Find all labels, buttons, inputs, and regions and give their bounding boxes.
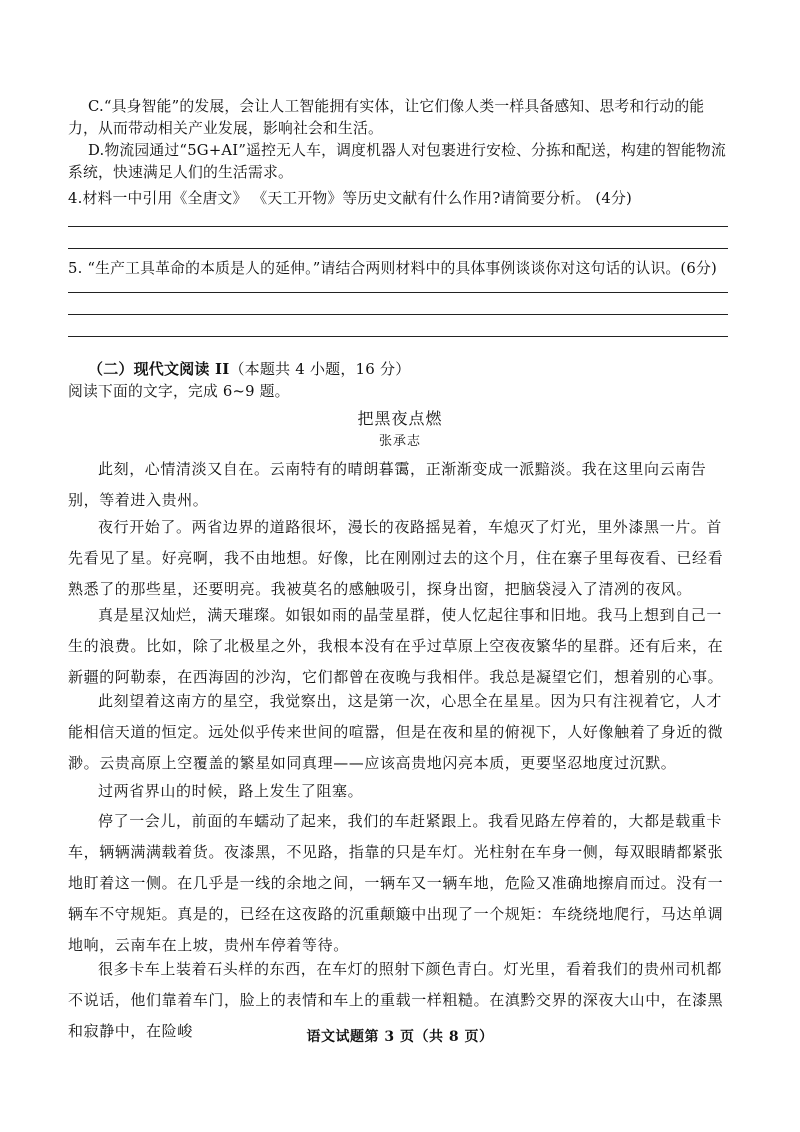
article-paragraph: 很多卡车上装着石头样的东西，在车灯的照射下颜色青白。灯光里，看着我们的贵州司机都不说话，他们靠着车门，脸上的表情和车上的重载一样粗糙。在滇黔交界的深夜大山中，在漆黑和寂静中，在险峻 [68,960,724,1040]
answer-line[interactable] [68,292,728,293]
article-author: 张承志 [378,434,421,449]
question-4: 4.材料一中引用《全唐文》 《天工开物》等历史文献有什么作用?请简要分析。 (4分) [68,190,632,207]
answer-line[interactable] [68,336,728,337]
article-paragraph: 此刻，心情清淡又自在。云南特有的晴朗暮霭，正渐渐变成一派黯淡。我在这里向云南告别，等着进入贵州。 [68,460,707,509]
section-heading [68,358,732,380]
answer-line[interactable] [68,314,728,315]
article-paragraph: 真是星汉灿烂，满天璀璨。如银如雨的晶莹星群，使人忆起往事和旧地。我马上想到自己一生的浪费。比如，除了北极星之外，我根本没有在乎过草原上空夜夜繁华的星群。还有后来，在新疆的阿勒泰，在西海固的沙沟，它们都曾在夜晚与我相伴。我总是凝望它们，想着别的心事。 [68,606,724,686]
answer-line[interactable] [68,226,728,227]
option-c: C.“具身智能”的发展，会让人工智能拥有实体，让它们像人类一样具备感知、思考和行动的能力，从而带动相关产业发展，影响社会和生活。 [68,98,705,137]
section-instruction: 阅读下面的文字，完成 6~9 题。 [68,383,290,400]
section-title: （二）现代文阅读 II [88,360,230,378]
article-paragraph: 夜行开始了。两省边界的道路很坏，漫长的夜路摇晃着，车熄灭了灯光，里外漆黑一片。首先看见了星。好亮啊，我不由地想。好像，比在刚刚过去的这个月，住在寨子里每夜看、已经看熟悉了的那些星，还要明亮。我被莫名的感触吸引，探身出窗，把脑袋浸入了清冽的夜风。 [68,518,724,598]
page-footer: 语文试题第 3 页（共 8 页） [306,1029,494,1045]
question-5: 5. “生产工具革命的本质是人的延伸。”请结合两则材料中的具体事例谈谈你对这句话的认识。(6分) [68,260,717,277]
answer-line[interactable] [68,248,728,249]
article-paragraph: 停了一会儿，前面的车蠕动了起来，我们的车赶紧跟上。我看见路左停着的，大都是载重卡车，辆辆满满载着货。夜漆黑，不见路，指靠的只是车灯。光柱射在车身一侧，每双眼睛都紧张地盯着这一侧。在几乎是一线的余地之间，一辆车又一辆车地，危险又准确地擦肩而过。没有一辆车不守规矩。真是的，已经在这夜路的沉重颠簸中出现了一个规矩：车绕绕地爬行，马达单调地响，云南车在上坡，贵州车停着等待。 [68,812,724,954]
article-title: 把黑夜点燃 [357,409,443,428]
article-paragraph: 此刻望着这南方的星空，我觉察出，这是第一次，心思全在星星。因为只有注视着它，人才能相信天道的恒定。远处似乎传来世间的喧嚣，但是在夜和星的俯视下，人好像触着了身近的微渺。云贵高原上空覆盖的繁星如同真理——应该高贵地闪亮本质，更要坚忍地度过沉默。 [68,692,724,772]
article-paragraph: 过两省界山的时候，路上发生了阻塞。 [98,782,364,800]
option-d: D.物流园通过“5G+AI”遥控无人车，调度机器人对包裹进行安检、分拣和配送，构建的智能物流系统，快速满足人们的生活需求。 [68,142,727,181]
section-meta: （本题共 4 小题，16 分） [229,360,411,378]
